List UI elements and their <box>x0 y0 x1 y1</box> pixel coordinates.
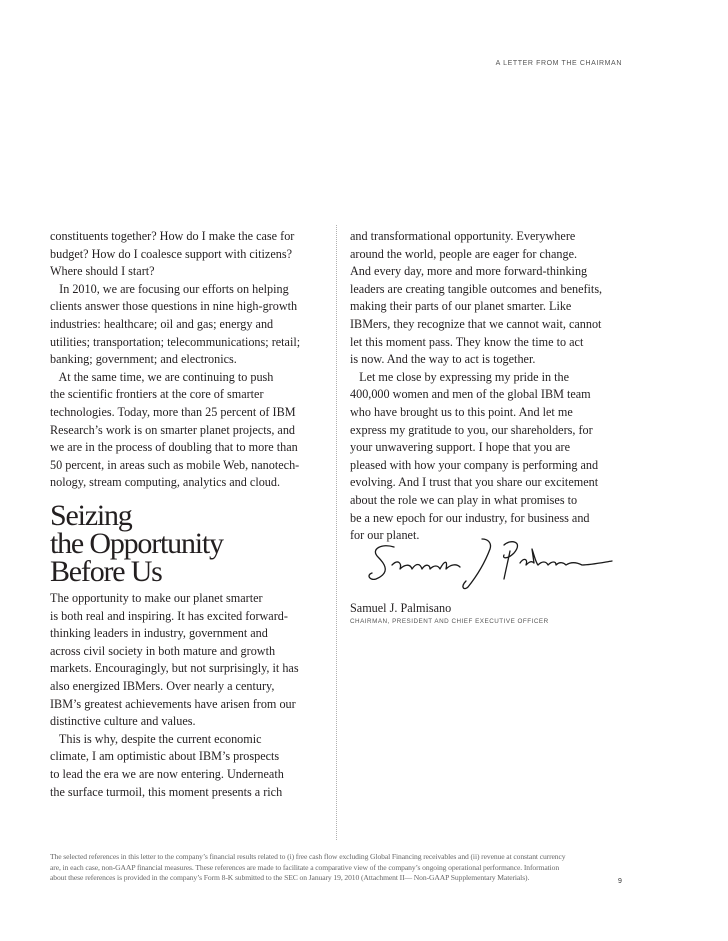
text-line: IBM’s greatest achievements have arisen from our <box>50 696 296 711</box>
text-line: thinking leaders in industry, government and <box>50 626 268 641</box>
text-line: 400,000 women and men of the global IBM team <box>350 387 591 402</box>
text-line: industries: healthcare; oil and gas; energy and <box>50 316 274 331</box>
signer-title: CHAIRMAN, PRESIDENT AND CHIEF EXECUTIVE OFFICER <box>350 618 549 625</box>
text-line: Let me close by expressing my pride in the <box>350 369 569 384</box>
text-line: utilities; transportation; telecommunications; retail; <box>50 334 301 349</box>
text-line: about the role we can play in what promises to <box>350 492 578 507</box>
text-line: around the world, people are eager for change. <box>350 246 578 261</box>
text-line: leaders are creating tangible outcomes and benefits, <box>350 281 603 296</box>
footnote-line: are, in each case, non-GAAP financial measures. These references are made to facilitate a comparative view of the company’s ongoing operational performance. Information <box>50 862 560 872</box>
text-line: Where should I start? <box>50 264 155 279</box>
text-line: 50 percent, in areas such as mobile Web, nanotech- <box>50 457 300 472</box>
text-line: we are in the process of doubling that to more than <box>50 440 298 455</box>
text-line: express my gratitude to you, our shareholders, for <box>350 422 593 437</box>
text-line: is both real and inspiring. It has excited forward- <box>50 608 288 623</box>
text-line: Research’s work is on smarter planet projects, and <box>50 422 296 437</box>
text-line: your unwavering support. I hope that you are <box>350 440 570 455</box>
heading-line: Before Us <box>50 555 162 588</box>
text-line: This is why, despite the current economic <box>50 731 262 746</box>
footnote-line: about these references is provided in the company’s Form 8-K submitted to the SEC on January 19, 2010 (Attachment II— Non-GAAP Supplementary Materials). <box>50 873 530 882</box>
column-divider <box>336 225 337 840</box>
text-line: the surface turmoil, this moment presents a rich <box>50 784 283 799</box>
text-line: banking; government; and electronics. <box>50 352 237 367</box>
text-line: is now. And the way to act is together. <box>350 352 536 367</box>
signer-name: Samuel J. Palmisano <box>350 601 452 615</box>
text-line: The opportunity to make our planet smarter <box>50 591 263 605</box>
running-head: A LETTER FROM THE CHAIRMAN <box>495 60 622 67</box>
text-line: And every day, more and more forward-thinking <box>350 264 588 279</box>
text-line: At the same time, we are continuing to push <box>50 369 274 384</box>
section-heading <box>50 499 330 588</box>
text-line: also energized IBMers. Over nearly a century, <box>50 678 275 693</box>
text-line: budget? How do I coalesce support with citizens? <box>50 246 292 261</box>
text-line: across civil society in both mature and growth <box>50 643 276 658</box>
footnote-line: The selected references in this letter to the company’s financial results related to (i) free cash flow excluding Global Financing receivables and (ii) revenue at constant currency <box>50 852 566 861</box>
right-column <box>350 228 626 545</box>
left-column-bottom <box>50 590 328 801</box>
text-line: climate, I am optimistic about IBM’s prospects <box>50 749 280 764</box>
text-line: for our planet. <box>350 528 420 543</box>
heading-line: Seizing <box>50 499 132 532</box>
text-line: distinctive culture and values. <box>50 714 196 729</box>
signature-image <box>364 535 624 591</box>
footnote <box>50 852 630 884</box>
text-line: markets. Encouragingly, but not surprisingly, it has <box>50 661 299 676</box>
left-column-top <box>50 228 328 492</box>
text-line: clients answer those questions in nine high-growth <box>50 299 298 314</box>
text-line: and transformational opportunity. Everywhere <box>350 229 576 243</box>
text-line: In 2010, we are focusing our efforts on helping <box>50 281 289 296</box>
text-line: the scientific frontiers at the core of smarter <box>50 387 264 402</box>
text-line: to lead the era we are now entering. Underneath <box>50 766 284 781</box>
text-line: evolving. And I trust that you share our excitement <box>350 475 599 490</box>
text-line: let this moment pass. They know the time to act <box>350 334 584 349</box>
text-line: technologies. Today, more than 25 percent of IBM <box>50 404 296 419</box>
text-line: pleased with how your company is performing and <box>350 457 599 472</box>
text-line: who have brought us to this point. And let me <box>350 404 573 419</box>
page-number: 9 <box>618 878 622 885</box>
text-line: making their parts of our planet smarter. Like <box>350 299 572 314</box>
text-line: nology, stream computing, analytics and cloud. <box>50 475 281 490</box>
text-line: be a new epoch for our industry, for business and <box>350 510 590 525</box>
text-line: constituents together? How do I make the case for <box>50 229 295 243</box>
text-line: IBMers, they recognize that we cannot wait, cannot <box>350 316 602 331</box>
heading-line: the Opportunity <box>50 527 223 560</box>
